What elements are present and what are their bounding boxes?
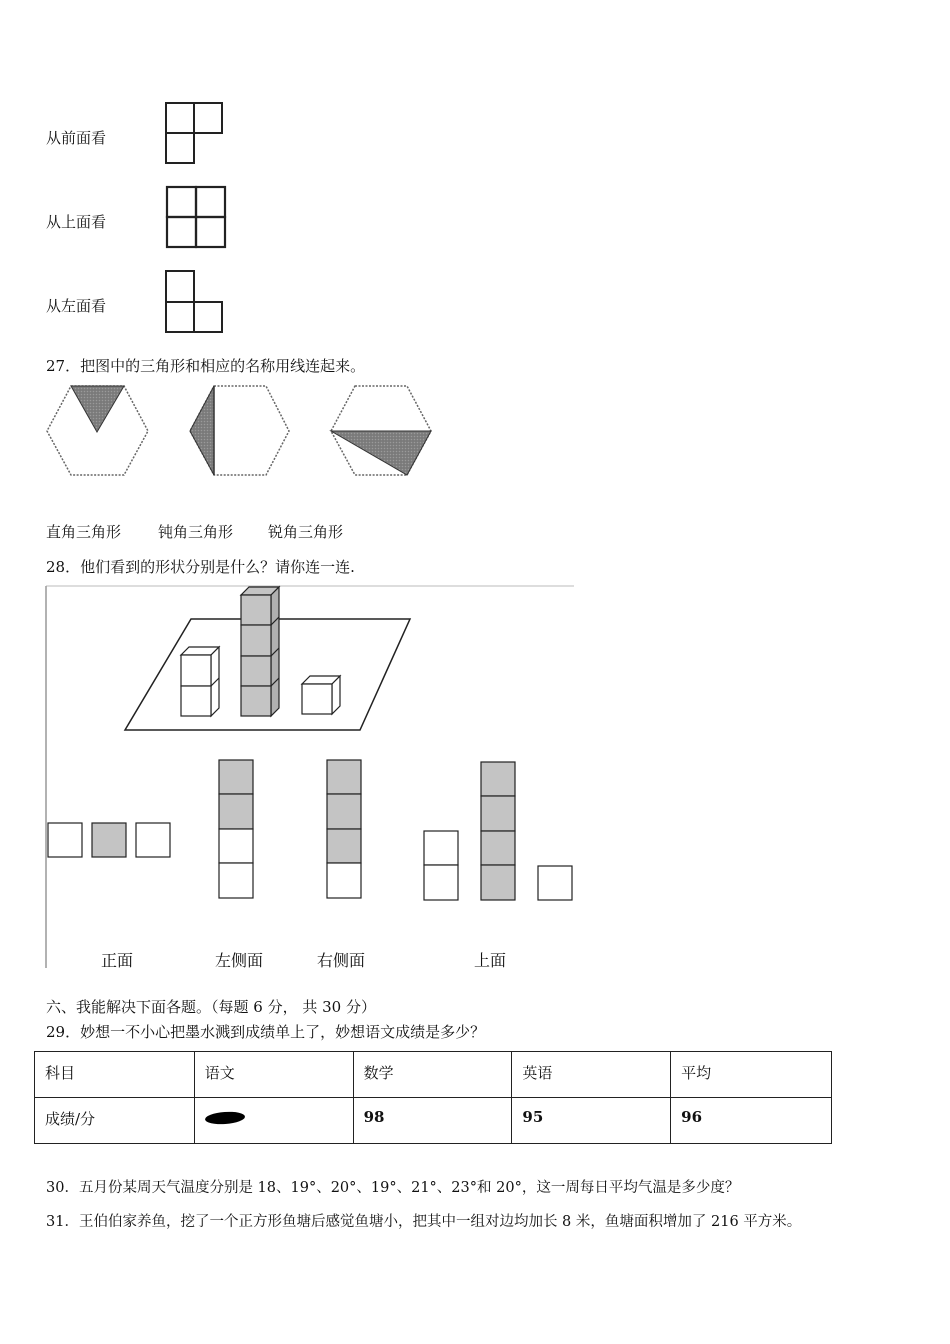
- header-average: 平均: [671, 1052, 832, 1098]
- cube-stack-four: [241, 587, 279, 716]
- cube-view-figure: [44, 585, 576, 970]
- triangle-name-acute: 锐角三角形: [268, 523, 344, 541]
- score-table: [34, 1051, 832, 1144]
- row-label-score: 成绩/分: [35, 1098, 195, 1144]
- average-score: 96: [671, 1098, 832, 1144]
- ink-blot: [204, 1111, 245, 1126]
- top-view-diagram: [160, 182, 232, 254]
- triangle-name-obtuse: 钝角三角形: [158, 523, 234, 541]
- front-view-diagram: [160, 98, 230, 170]
- view-label-left: 从左面看: [46, 297, 107, 315]
- chinese-score-ink-blot: [194, 1098, 353, 1144]
- header-subject: 科目: [35, 1052, 195, 1098]
- view-option-top: [424, 762, 572, 900]
- view-label-right-side: 右侧面: [317, 951, 366, 970]
- view-option-left: [219, 760, 253, 898]
- triangle-name-right: 直角三角形: [46, 523, 122, 541]
- view-label-front: 从前面看: [46, 129, 107, 147]
- hexagon-1: [47, 386, 148, 475]
- view-label-front-side: 正面: [101, 951, 134, 970]
- header-math: 数学: [353, 1052, 512, 1098]
- question-29: 29．妙想一不小心把墨水溅到成绩单上了，妙想语文成绩是多少？: [46, 1023, 486, 1041]
- section-6-heading: 六、我能解决下面各题。（每题 6 分， 共 30 分）: [46, 998, 376, 1016]
- header-english: 英语: [512, 1052, 671, 1098]
- hexagon-2: [190, 386, 289, 475]
- view-option-front: [48, 823, 170, 857]
- table-row: [35, 1052, 832, 1098]
- header-chinese: 语文: [194, 1052, 353, 1098]
- table-row: [35, 1098, 832, 1144]
- english-score: 95: [512, 1098, 671, 1144]
- cube-single: [302, 676, 340, 714]
- view-option-right: [327, 760, 361, 898]
- view-label-top: 从上面看: [46, 213, 107, 231]
- question-30: 30．五月份某周天气温度分别是 18、19°、20°、19°、21°、23°和 20°，这一周每日平均气温是多少度？: [46, 1180, 740, 1196]
- hexagon-3: [331, 386, 431, 475]
- triangle-hexagons: [44, 384, 439, 478]
- view-label-left-side: 左侧面: [215, 951, 264, 970]
- cube-stack-two: [181, 647, 219, 716]
- view-label-top-side: 上面: [474, 951, 507, 970]
- question-28: 28．他们看到的形状分别是什么？请你连一连.: [46, 558, 355, 576]
- math-score: 98: [353, 1098, 512, 1144]
- question-27: 27．把图中的三角形和相应的名称用线连起来。: [46, 357, 366, 375]
- question-31: 31．王伯伯家养鱼，挖了一个正方形鱼塘后感觉鱼塘小，把其中一组对边均加长 8 米，鱼塘面积增加了 216 平方米。: [46, 1214, 802, 1230]
- left-view-diagram: [160, 266, 230, 338]
